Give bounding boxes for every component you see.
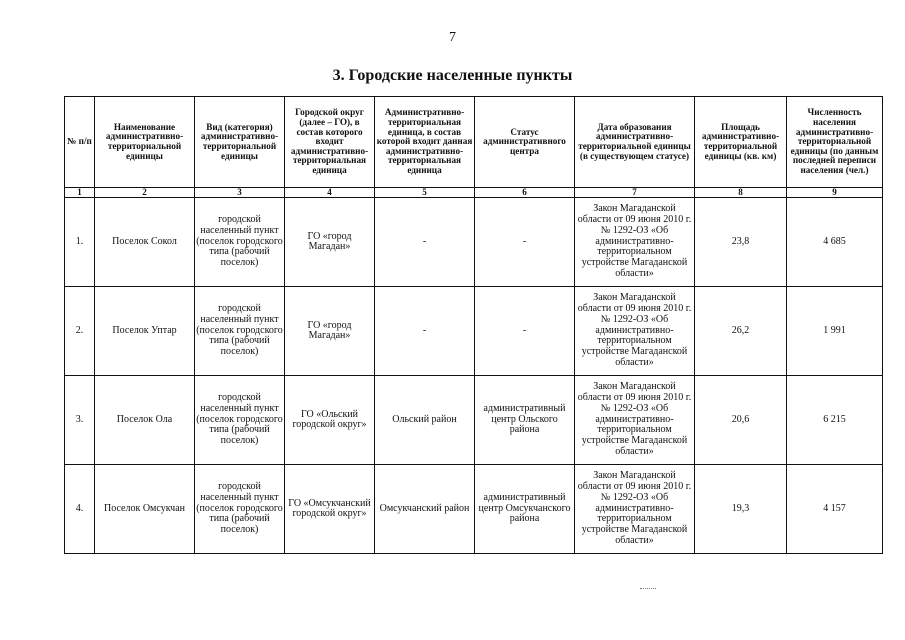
- cell-name: Поселок Омсукчан: [95, 465, 195, 554]
- table-row: [65, 198, 883, 287]
- col-header-category: Вид (категория) административно-территориальной единицы: [195, 97, 285, 188]
- scan-mark: [640, 588, 656, 589]
- table-row: [65, 465, 883, 554]
- cell-population: 1 991: [787, 287, 883, 376]
- col-header-population: Численность населения административно-территориальной единицы (по данным последней переписи населения (чел.): [787, 97, 883, 188]
- cell-district: ГО «Ольский городской округ»: [285, 376, 375, 465]
- cell-parent-unit: -: [375, 198, 475, 287]
- cell-num: 1.: [65, 198, 95, 287]
- cell-area: 20,6: [695, 376, 787, 465]
- col-number: 2: [95, 188, 195, 198]
- col-header-name: Наименование административно-территориальной единицы: [95, 97, 195, 188]
- cell-category: городской населенный пункт (поселок городского типа (рабочий поселок): [195, 198, 285, 287]
- cell-population: 4 685: [787, 198, 883, 287]
- page-number: 7: [449, 30, 456, 45]
- cell-area: 23,8: [695, 198, 787, 287]
- section-title: 3. Городские населенные пункты: [332, 67, 573, 84]
- cell-area: 26,2: [695, 287, 787, 376]
- cell-date: Закон Магаданской области от 09 июня 2010 г. № 1292-ОЗ «Об административно-территориальном устройстве Магаданской области»: [575, 376, 695, 465]
- cell-population: 6 215: [787, 376, 883, 465]
- table-row: [65, 376, 883, 465]
- cell-center-status: административный центр Омсукчанского района: [475, 465, 575, 554]
- cell-parent-unit: Ольский район: [375, 376, 475, 465]
- col-header-center-status: Статус административного центра: [475, 97, 575, 188]
- cell-center-status: -: [475, 287, 575, 376]
- cell-district: ГО «город Магадан»: [285, 287, 375, 376]
- col-number: 9: [787, 188, 883, 198]
- col-header-date: Дата образования административно-территориальной единицы (в существующем статусе): [575, 97, 695, 188]
- cell-date: Закон Магаданской области от 09 июня 2010 г. № 1292-ОЗ «Об административно-территориальном устройстве Магаданской области»: [575, 465, 695, 554]
- cell-date: Закон Магаданской области от 09 июня 2010 г. № 1292-ОЗ «Об административно-территориальном устройстве Магаданской области»: [575, 287, 695, 376]
- cell-num: 4.: [65, 465, 95, 554]
- col-number: 3: [195, 188, 285, 198]
- table-row: [65, 287, 883, 376]
- col-number: 6: [475, 188, 575, 198]
- cell-num: 2.: [65, 287, 95, 376]
- col-header-num: № п/п: [65, 97, 95, 188]
- cell-name: Поселок Уптар: [95, 287, 195, 376]
- cell-area: 19,3: [695, 465, 787, 554]
- cell-population: 4 157: [787, 465, 883, 554]
- cell-district: ГО «Омсукчанский городской округ»: [285, 465, 375, 554]
- cell-district: ГО «город Магадан»: [285, 198, 375, 287]
- cell-date: Закон Магаданской области от 09 июня 2010 г. № 1292-ОЗ «Об административно-территориальном устройстве Магаданской области»: [575, 198, 695, 287]
- cell-parent-unit: -: [375, 287, 475, 376]
- col-number: 8: [695, 188, 787, 198]
- cell-category: городской населенный пункт (поселок городского типа (рабочий поселок): [195, 376, 285, 465]
- cell-category: городской населенный пункт (поселок городского типа (рабочий поселок): [195, 287, 285, 376]
- col-number: 5: [375, 188, 475, 198]
- table-header-row: [65, 97, 883, 188]
- col-header-parent-unit: Административно-территориальная единица, в состав которой входит данная административно-территориальная единица: [375, 97, 475, 188]
- cell-parent-unit: Омсукчанский район: [375, 465, 475, 554]
- col-header-district: Городской округ (далее – ГО), в состав которого входит административно-территориальная единица: [285, 97, 375, 188]
- col-number: 7: [575, 188, 695, 198]
- cell-name: Поселок Сокол: [95, 198, 195, 287]
- cell-center-status: административный центр Ольского района: [475, 376, 575, 465]
- cell-name: Поселок Ола: [95, 376, 195, 465]
- settlements-table: [64, 96, 883, 554]
- col-number: 4: [285, 188, 375, 198]
- cell-category: городской населенный пункт (поселок городского типа (рабочий поселок): [195, 465, 285, 554]
- col-header-area: Площадь административно-территориальной единицы (кв. км): [695, 97, 787, 188]
- cell-center-status: -: [475, 198, 575, 287]
- cell-num: 3.: [65, 376, 95, 465]
- column-number-row: [65, 188, 883, 198]
- col-number: 1: [65, 188, 95, 198]
